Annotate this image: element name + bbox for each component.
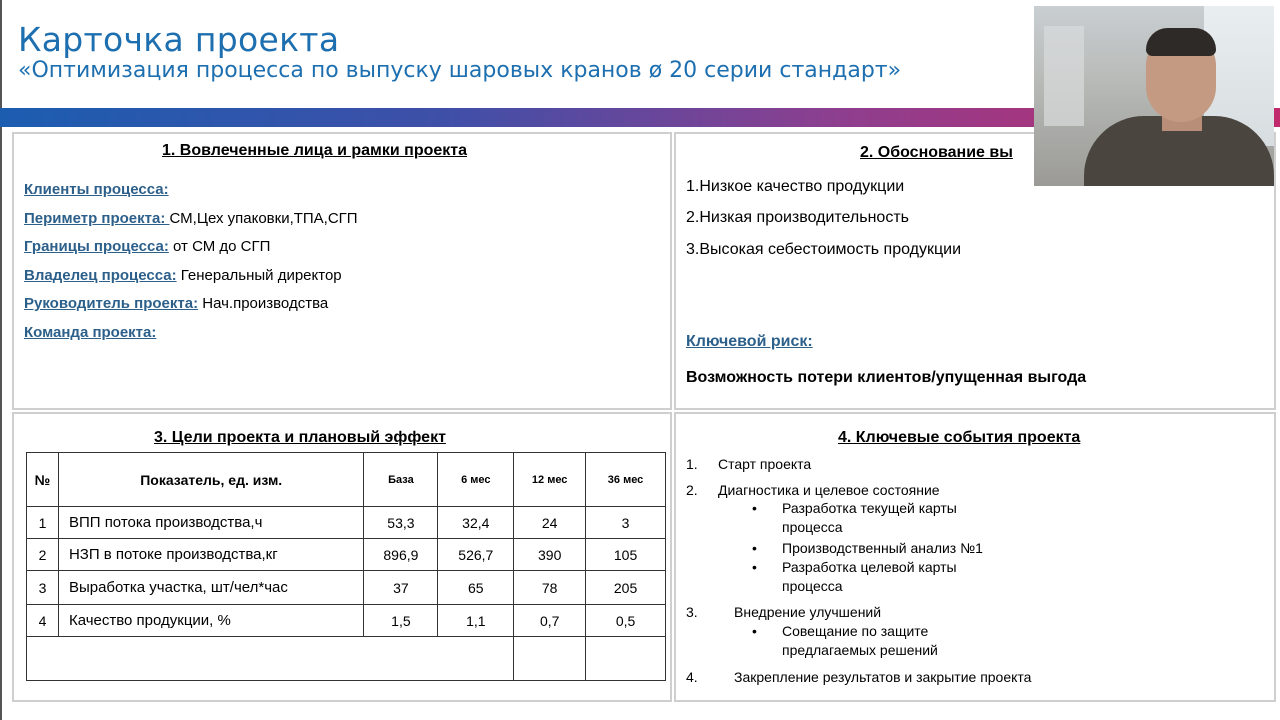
perimeter-row: Периметр проекта: СМ,Цех упаковки,ТПА,СГП <box>24 210 358 227</box>
table-cell: 2 <box>27 539 59 571</box>
header-cell: База <box>364 453 438 507</box>
table-cell: 205 <box>586 571 666 605</box>
reason-item: 2.Низкая производительность <box>686 209 909 226</box>
table-cell: 0,5 <box>586 605 666 637</box>
table-cell: 1,1 <box>438 605 514 637</box>
event-item: 3. Внедрение улучшений <box>686 604 882 620</box>
table-cell: НЗП в потоке производства,кг <box>58 539 364 571</box>
table-cell: 24 <box>514 507 586 539</box>
table-cell <box>586 637 666 681</box>
table-cell: Качество продукции, % <box>58 605 364 637</box>
table-row-empty <box>27 637 666 681</box>
milestones-title: 4. Ключевые события проекта <box>838 429 1081 446</box>
table-cell: 65 <box>438 571 514 605</box>
table-cell: 526,7 <box>438 539 514 571</box>
table-cell: 32,4 <box>438 507 514 539</box>
goals-panel <box>12 412 672 702</box>
table-cell: 4 <box>27 605 59 637</box>
subevent-item: • Совещание по защите предлагаемых решений <box>782 622 1012 660</box>
event-item: 2. Диагностика и целевое состояние <box>686 482 940 498</box>
table-cell: 1 <box>27 507 59 539</box>
boundaries-row: Границы процесса: от СМ до СГП <box>24 238 271 255</box>
reason-item: 1.Низкое качество продукции <box>686 178 905 195</box>
justification-title: 2. Обоснование вы <box>860 144 1013 161</box>
table-row <box>27 605 666 637</box>
table-cell: 105 <box>586 539 666 571</box>
team-row: Команда проекта: <box>24 324 157 341</box>
clients-row: Клиенты процесса: <box>24 181 169 198</box>
table-cell: 53,3 <box>364 507 438 539</box>
page-subtitle: «Оптимизация процесса по выпуску шаровых кранов ø 20 серии стандарт» <box>18 58 902 83</box>
header-cell: 6 мес <box>438 453 514 507</box>
table-cell <box>27 637 514 681</box>
table-cell: 3 <box>586 507 666 539</box>
header-cell: № <box>27 453 59 507</box>
stakeholders-panel <box>12 132 672 410</box>
table-cell: 896,9 <box>364 539 438 571</box>
goals-table <box>26 452 666 681</box>
table-cell: 1,5 <box>364 605 438 637</box>
table-row <box>27 539 666 571</box>
webcam-overlay <box>1034 6 1274 186</box>
goals-title: 3. Цели проекта и плановый эффект <box>154 429 446 446</box>
subevent-item: • Разработка текущей карты процесса <box>782 499 1012 537</box>
stakeholders-title: 1. Вовлеченные лица и рамки проекта <box>162 142 468 159</box>
milestones-panel <box>674 412 1276 702</box>
header-cell: Показатель, ед. изм. <box>58 453 364 507</box>
subevent-item: • Производственный анализ №1 <box>782 539 1042 558</box>
event-item: 1. Старт проекта <box>686 456 812 472</box>
header-cell: 36 мес <box>586 453 666 507</box>
table-cell: 0,7 <box>514 605 586 637</box>
table-header-row <box>27 453 666 507</box>
event-item: 4. Закрепление результатов и закрытие проекта <box>686 669 1032 685</box>
page-title: Карточка проекта <box>18 20 340 59</box>
manager-row: Руководитель проекта: Нач.производства <box>24 295 329 312</box>
key-risk-label: Ключевой риск: <box>686 333 813 350</box>
table-cell: 78 <box>514 571 586 605</box>
table-cell <box>514 637 586 681</box>
owner-row: Владелец процесса: Генеральный директор <box>24 267 342 284</box>
table-cell: Выработка участка, шт/чел*час <box>58 571 364 605</box>
header-cell: 12 мес <box>514 453 586 507</box>
key-risk-text: Возможность потери клиентов/упущенная выгода <box>686 369 1087 386</box>
window-shape <box>1044 26 1084 126</box>
subevent-item: • Разработка целевой карты процесса <box>782 558 1012 596</box>
reason-item: 3.Высокая себестоимость продукции <box>686 241 962 258</box>
table-cell: 3 <box>27 571 59 605</box>
table-cell: 37 <box>364 571 438 605</box>
table-row <box>27 507 666 539</box>
table-row <box>27 571 666 605</box>
table-cell: 390 <box>514 539 586 571</box>
table-cell: ВПП потока производства,ч <box>58 507 364 539</box>
